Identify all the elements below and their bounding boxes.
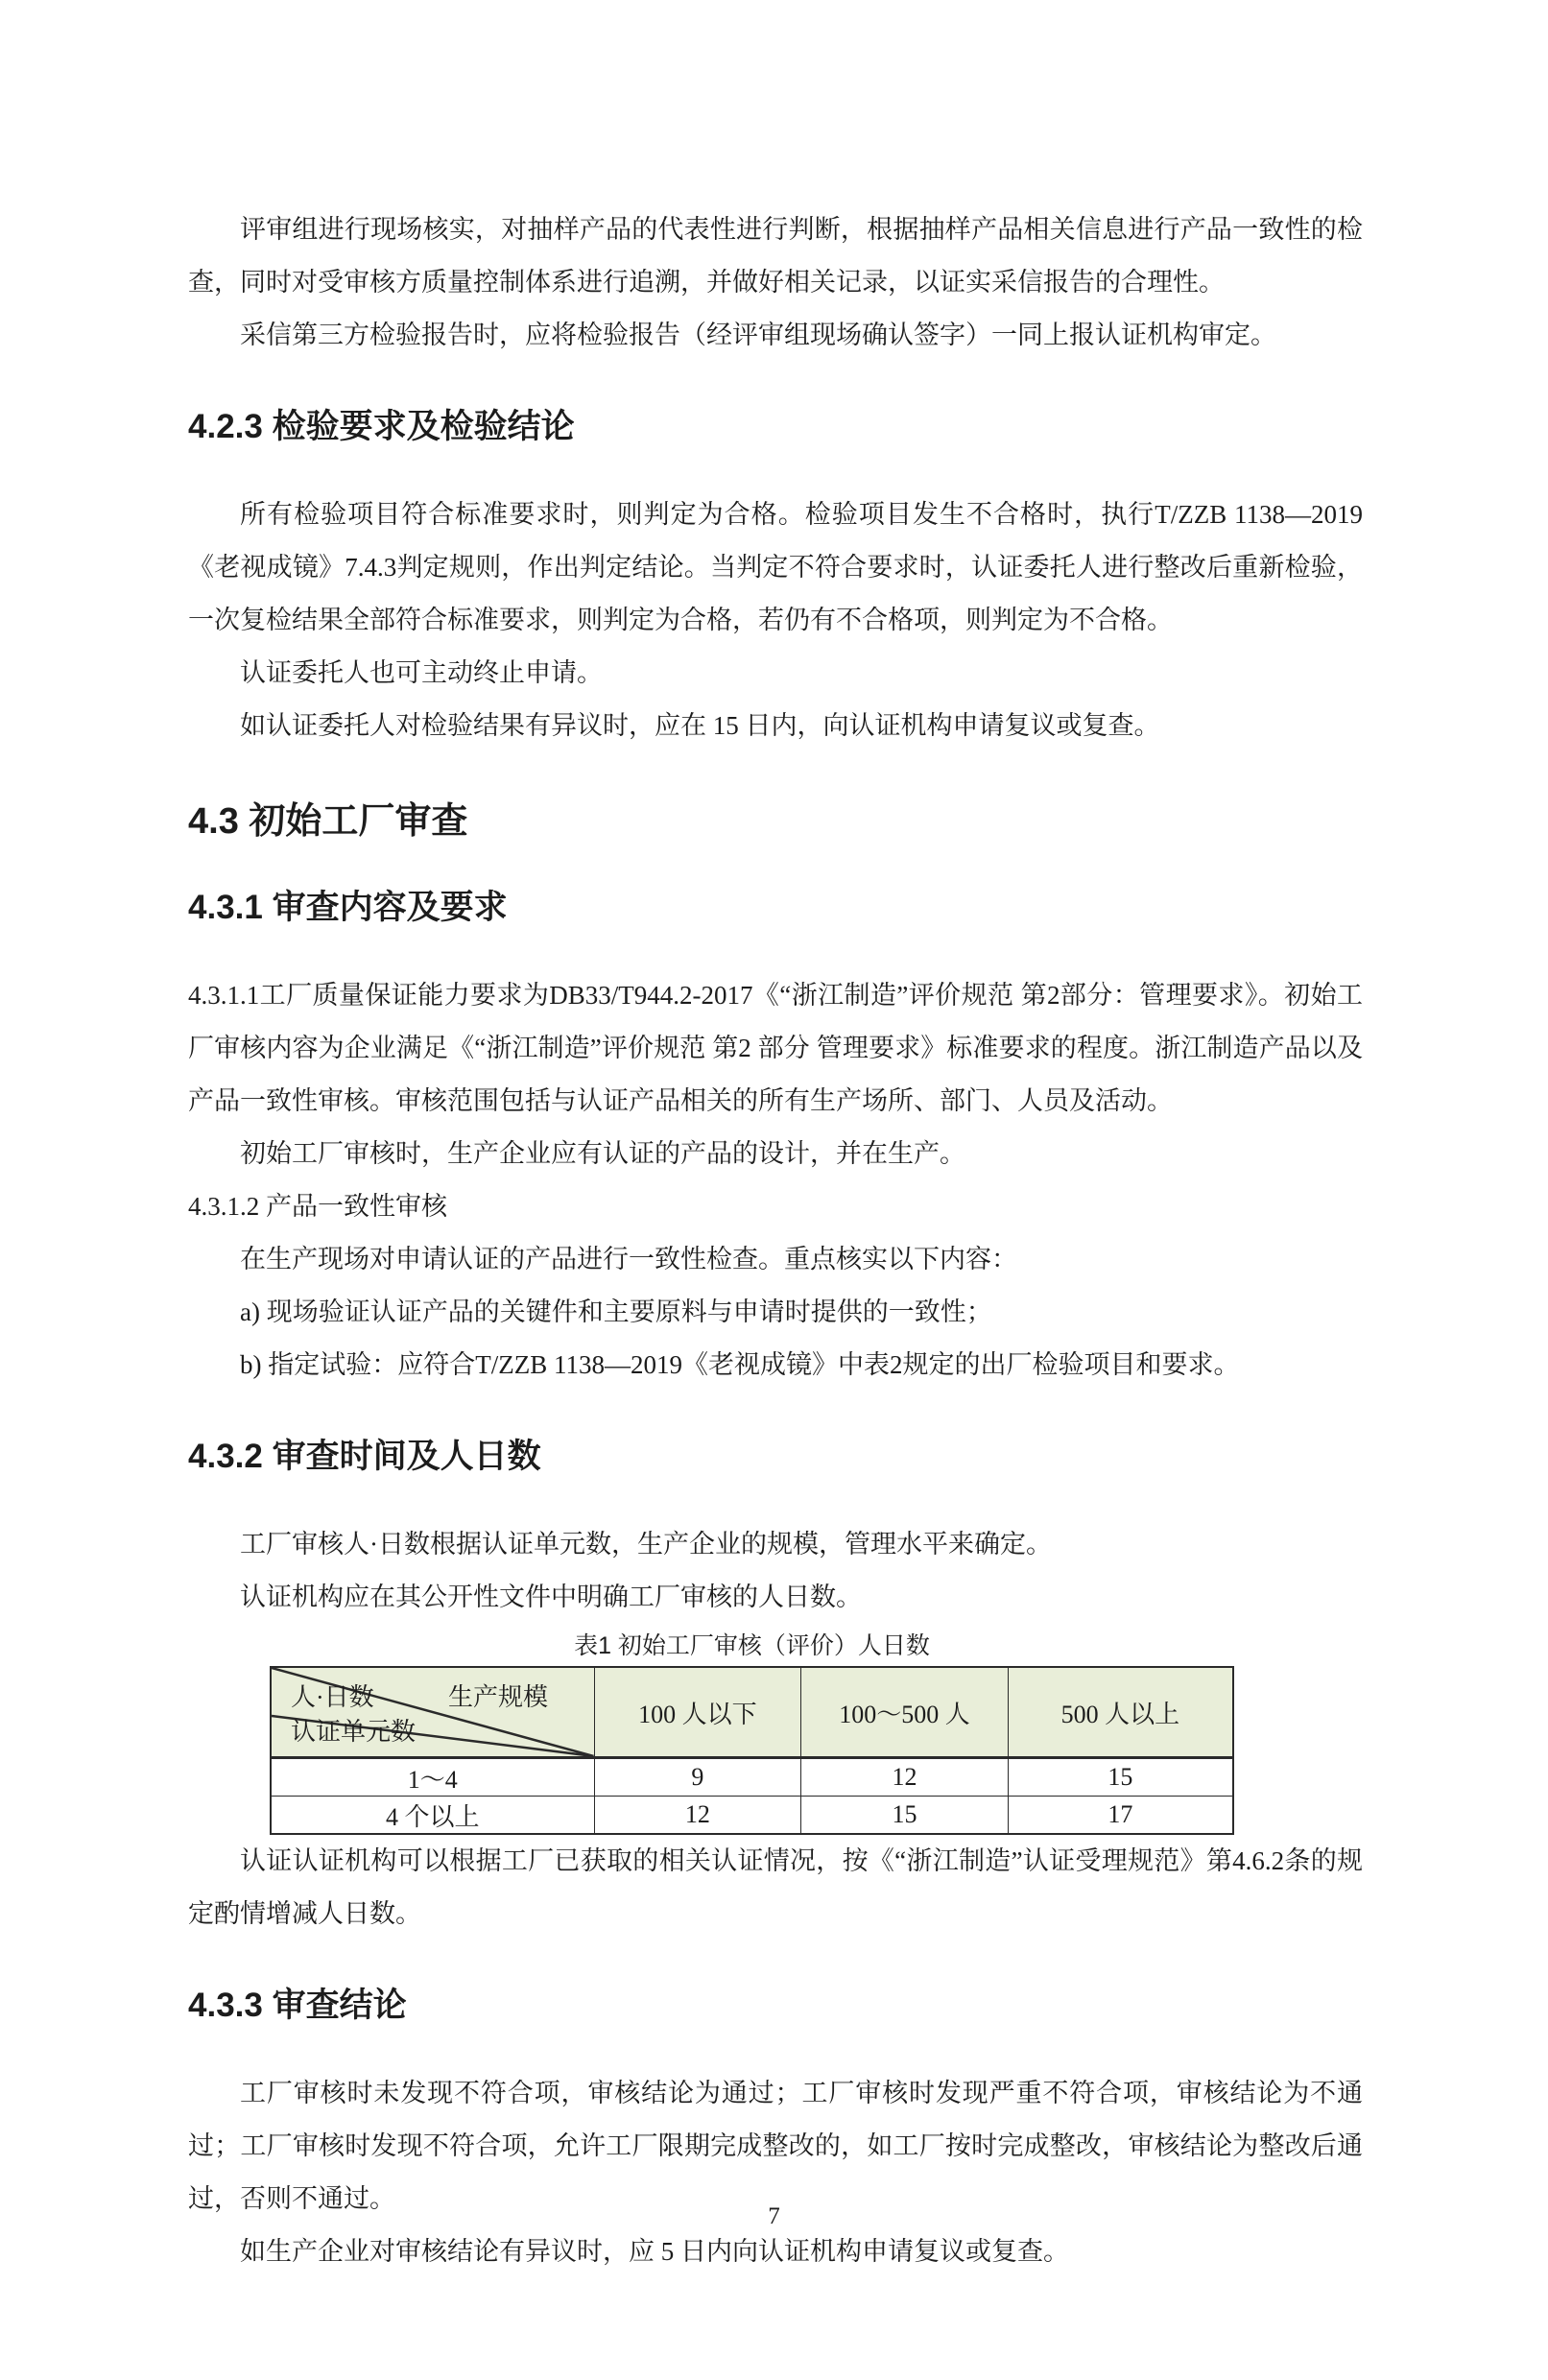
heading-4-3-1-2: 4.3.1.2 产品一致性审核 — [188, 1192, 447, 1221]
paragraph-public-document: 认证机构应在其公开性文件中明确工厂审核的人日数。 — [240, 1583, 862, 1611]
heading-4-3-1: 4.3.1 审查内容及要求 — [188, 889, 508, 926]
cell-value: 15 — [801, 1797, 1009, 1835]
table-row — [271, 1758, 1233, 1797]
list-item-b: b) 指定试验：应符合T/ZZB 1138—2019《老视成镜》中表2规定的出厂检验项目和要求。 — [240, 1350, 1240, 1379]
page-number: 7 — [768, 2203, 780, 2229]
cell-value: 12 — [594, 1797, 801, 1835]
paragraph-terminate-application: 认证委托人也可主动终止申请。 — [240, 658, 603, 687]
paragraph-initial-factory-audit: 初始工厂审核时，生产企业应有认证的产品的设计，并在生产。 — [240, 1139, 965, 1168]
table-row — [271, 1797, 1233, 1835]
table-header-row — [271, 1667, 1233, 1758]
paragraph-conclusion-objection: 如生产企业对审核结论有异议时，应 5 日内向认证机构申请复议或复查。 — [240, 2237, 1069, 2266]
heading-4-3: 4.3 初始工厂审查 — [188, 801, 468, 842]
paragraph-consistency-check: 在生产现场对申请认证的产品进行一致性检查。重点核实以下内容： — [240, 1245, 1017, 1273]
list-item-a: a) 现场验证认证产品的关键件和主要原料与申请时提供的一致性； — [240, 1297, 992, 1326]
row-label-1-4: 1～4 — [271, 1758, 594, 1797]
heading-4-2-3: 4.2.3 检验要求及检验结论 — [188, 408, 575, 445]
row-label-over-4: 4 个以上 — [271, 1797, 594, 1835]
column-header-under-100: 100 人以下 — [594, 1667, 801, 1758]
paragraph-site-verification: 评审组进行现场核实，对抽样产品的代表性进行判断，根据抽样产品相关信息进行产品一致性的检查，同时对受审核方质量控制体系进行追溯，并做好相关记录，以证实采信报告的合理性。 — [188, 215, 1363, 297]
heading-4-3-2: 4.3.2 审查时间及人日数 — [188, 1438, 541, 1475]
diagonal-label-production-scale: 生产规模 — [448, 1683, 549, 1711]
column-header-100-500: 100～500 人 — [801, 1667, 1009, 1758]
cell-value: 12 — [801, 1758, 1009, 1797]
paragraph-adjust-person-days: 认证认证机构可以根据工厂已获取的相关认证情况，按《“浙江制造”认证受理规范》第4.6.2条的规定酌情增减人日数。 — [188, 1846, 1363, 1928]
cell-value: 15 — [1008, 1758, 1233, 1797]
paragraph-third-party-report: 采信第三方检验报告时，应将检验报告（经评审组现场确认签字）一同上报认证机构审定。 — [240, 321, 1276, 349]
paragraph-inspection-judgement: 所有检验项目符合标准要求时，则判定为合格。检验项目发生不合格时，执行T/ZZB 1138—2019《老视成镜》7.4.3判定规则，作出判定结论。当判定不符合要求时，认证委托人进行整改后重新检验，一次复检结果全部符合标准要求，则判定为合格，若仍有不合格项，则判定为不合格。 — [188, 500, 1363, 634]
paragraph-4-3-1-1: 4.3.1.1工厂质量保证能力要求为DB33/T944.2-2017《“浙江制造”评价规范 第2部分：管理要求》。初始工厂审核内容为企业满足《“浙江制造”评价规范 第2 部分 管理要求》标准要求的程度。浙江制造产品以及产品一致性审核。审核范围包括与认证产品相关的所有生产场所、部门、人员及活动。 — [188, 981, 1363, 1115]
cell-value: 17 — [1008, 1797, 1233, 1835]
heading-4-3-3: 4.3.3 审查结论 — [188, 1987, 407, 2024]
column-header-over-500: 500 人以上 — [1008, 1667, 1233, 1758]
cell-value: 9 — [594, 1758, 801, 1797]
diagonal-label-cert-units: 认证单元数 — [291, 1718, 417, 1746]
table-diagonal-header-cell — [271, 1667, 594, 1758]
table-caption: 表1 初始工厂审核（评价）人日数 — [574, 1632, 930, 1659]
paragraph-audit-conclusion: 工厂审核时未发现不符合项，审核结论为通过；工厂审核时发现严重不符合项，审核结论为不通过；工厂审核时发现不符合项，允许工厂限期完成整改的，如工厂按时完成整改，审核结论为整改后通过，否则不通过。 — [188, 2079, 1363, 2213]
diagonal-label-person-days: 人·日数 — [291, 1683, 374, 1711]
paragraph-person-days-basis: 工厂审核人·日数根据认证单元数，生产企业的规模，管理水平来确定。 — [240, 1530, 1052, 1559]
paragraph-objection-15-days: 如认证委托人对检验结果有异议时，应在 15 日内，向认证机构申请复议或复查。 — [240, 711, 1160, 740]
person-days-table — [270, 1666, 1234, 1835]
